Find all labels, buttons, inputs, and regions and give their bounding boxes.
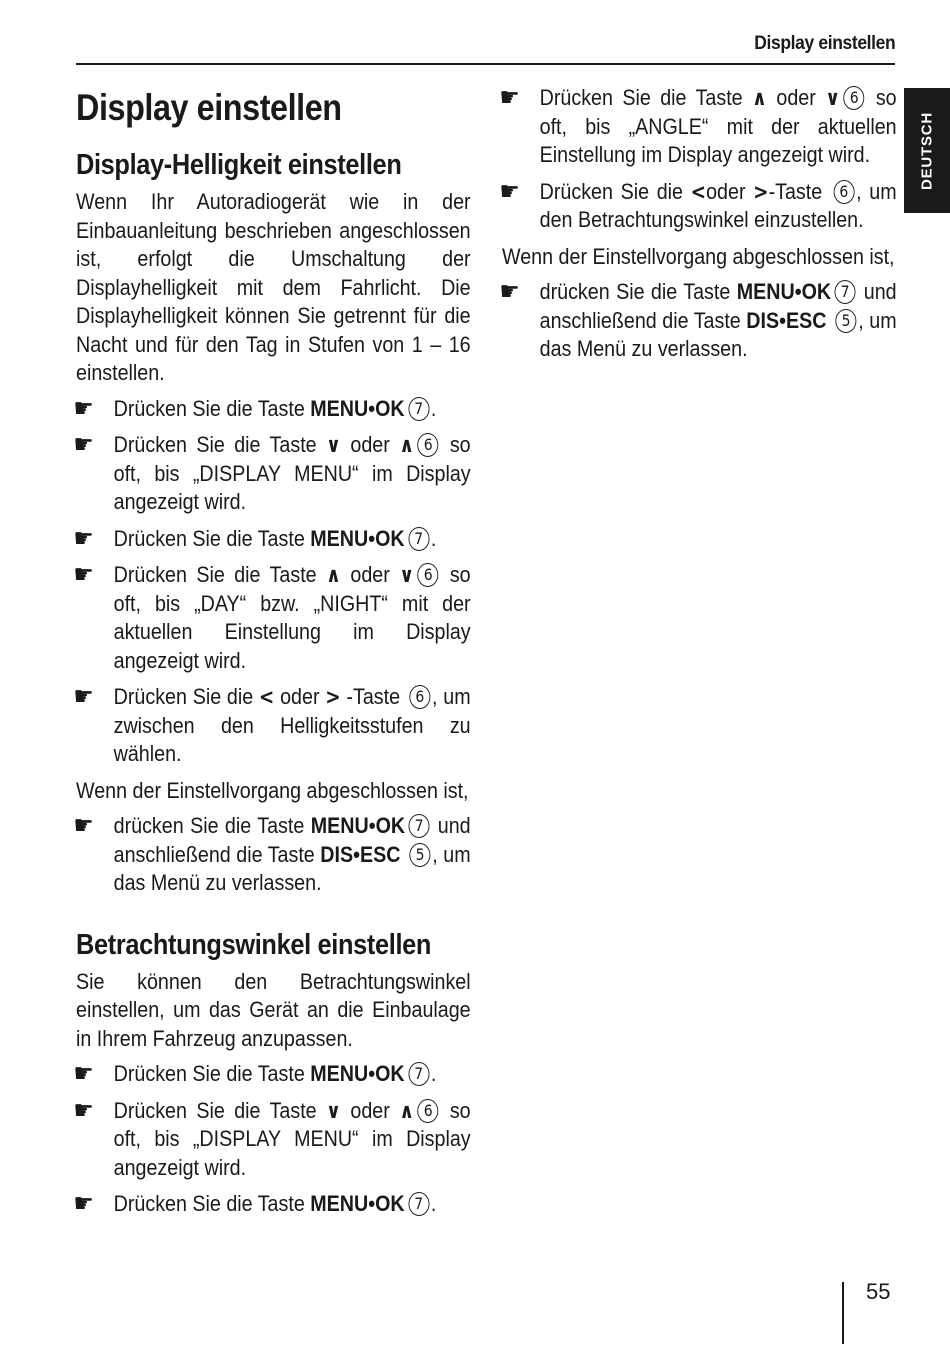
step-text: drücken Sie die Taste: [113, 813, 311, 838]
instruction-step: [499, 176, 897, 235]
step-text: .: [430, 1191, 437, 1216]
arrow-down-icon: ∨: [825, 86, 841, 110]
arrow-down-icon: ∨: [399, 563, 415, 587]
instruction-step: [73, 430, 471, 517]
pointing-hand-icon: ☛: [73, 430, 94, 460]
dis-esc-key-label: DIS•ESC: [320, 841, 401, 867]
arrow-up-icon: ∧: [399, 433, 415, 457]
arrow-up-icon: ∧: [752, 86, 767, 110]
key-number-badge: 6: [418, 1099, 439, 1123]
instruction-step: [73, 1095, 471, 1183]
instruction-step: [73, 523, 471, 554]
pointing-hand-icon: ☛: [73, 393, 94, 424]
instruction-step: [73, 1189, 471, 1219]
step-text: Drücken Sie die: [113, 684, 259, 709]
menu-ok-key-label: MENU•OK: [310, 525, 405, 551]
step-text: oder: [340, 562, 400, 587]
step-text: oder: [340, 432, 400, 457]
step-text: oder: [706, 178, 754, 204]
step-text: so oft, bis „DAY“ bzw. „NIGHT“ mit der aktuellen Einstellung im Display angezeigt wird.: [113, 562, 471, 673]
arrow-right-icon: >: [753, 179, 769, 204]
key-number-badge: 7: [408, 397, 429, 421]
pointing-hand-icon: ☛: [73, 682, 94, 712]
running-header-title: Display einstellen: [753, 33, 895, 54]
right-column: [499, 83, 897, 372]
menu-ok-key-label: MENU•OK: [736, 279, 832, 304]
left-column: [73, 84, 471, 1227]
instruction-step: [73, 811, 471, 898]
instruction-step: [499, 83, 897, 170]
instruction-step: [73, 393, 471, 424]
menu-ok-key-label: MENU•OK: [310, 395, 405, 421]
arrow-down-icon: ∨: [326, 433, 341, 457]
arrow-up-icon: ∧: [326, 563, 341, 587]
brightness-closing: Wenn der Einstellvorgang abgeschlossen ist,: [76, 777, 469, 803]
step-text: , um zwischen den Helligkeitsstufen zu wählen.: [113, 684, 471, 766]
key-number-badge: 5: [410, 843, 431, 867]
language-tab-label: DEUTSCH: [918, 111, 936, 190]
key-number-badge: 7: [408, 527, 429, 551]
menu-ok-key-label: MENU•OK: [310, 1191, 405, 1216]
pointing-hand-icon: ☛: [499, 83, 520, 113]
arrow-left-icon: <: [690, 179, 707, 204]
menu-ok-key-label: MENU•OK: [310, 813, 406, 838]
arrow-left-icon: <: [258, 685, 275, 709]
step-text: Drücken Sie die Taste: [113, 432, 327, 457]
menu-ok-key-label: MENU•OK: [310, 1061, 405, 1086]
step-text: oder: [274, 684, 326, 709]
pointing-hand-icon: ☛: [73, 1059, 94, 1089]
key-number-badge: 6: [409, 685, 430, 709]
arrow-up-icon: ∧: [399, 1098, 415, 1123]
key-number-badge: 5: [836, 309, 857, 333]
key-number-badge: 7: [408, 1192, 429, 1216]
section-title-brightness: Display-Helligkeit einstellen: [76, 149, 402, 181]
instruction-step: [73, 1059, 471, 1089]
step-text: drücken Sie die Taste: [539, 279, 737, 304]
step-text: Drücken Sie die Taste: [113, 1061, 311, 1086]
step-text: .: [430, 395, 437, 421]
pointing-hand-icon: ☛: [73, 560, 94, 590]
pointing-hand-icon: ☛: [73, 523, 94, 554]
step-text: -Taste: [340, 684, 406, 709]
step-text: oder: [766, 85, 826, 110]
key-number-badge: 7: [408, 1062, 429, 1086]
page-number: 55: [866, 1279, 891, 1304]
pointing-hand-icon: ☛: [499, 277, 520, 307]
section-title-viewing-angle: Betrachtungswinkel einstellen: [76, 928, 432, 961]
step-text: .: [430, 1061, 437, 1086]
key-number-badge: 7: [409, 814, 430, 838]
arrow-down-icon: ∨: [326, 1098, 341, 1123]
brightness-intro: Wenn Ihr Autoradiogerät wie in der Einbauanleitung beschrieben angeschlossen ist, erfolgt die Umschaltung der Displayhelligkeit mit dem Fahrlicht. Die Displayhelligkeit können Sie getrennt für die Nacht und für den Tag in Stufen von 1 – 16 einstellen.: [76, 189, 471, 385]
key-number-badge: 6: [418, 433, 439, 457]
pointing-hand-icon: ☛: [499, 176, 520, 207]
step-text: Drücken Sie die Taste: [113, 1097, 327, 1123]
key-number-badge: 6: [833, 180, 854, 204]
step-text: so oft, bis „DISPLAY MENU“ im Display angezeigt wird.: [113, 1097, 471, 1180]
step-text: so oft, bis „DISPLAY MENU“ im Display angezeigt wird.: [113, 432, 471, 514]
step-text: oder: [340, 1097, 400, 1123]
step-text: Drücken Sie die Taste: [113, 1191, 311, 1216]
step-text: , um das Menü zu verlassen.: [539, 307, 897, 361]
key-number-badge: 6: [844, 86, 865, 110]
step-text: , um das Menü zu verlassen.: [113, 841, 471, 895]
step-text: und anschließend die Taste: [113, 813, 471, 867]
key-number-badge: 6: [418, 563, 439, 587]
step-text: Drücken Sie die Taste: [113, 562, 327, 587]
pointing-hand-icon: ☛: [73, 1189, 94, 1219]
viewing-angle-intro: Sie können den Betrachtungswinkel einstellen, um das Gerät an die Einbaulage in Ihrem Fahrzeug anzupassen.: [76, 968, 471, 1051]
pointing-hand-icon: ☛: [73, 811, 94, 841]
page-title: Display einstellen: [76, 87, 342, 128]
step-text: , um den Betrachtungswinkel einzustellen.: [539, 178, 897, 232]
step-text: -Taste: [768, 178, 830, 204]
pointing-hand-icon: ☛: [73, 1095, 94, 1126]
step-text: Drücken Sie die: [539, 178, 691, 204]
instruction-step: [499, 277, 897, 364]
instruction-step: [73, 682, 471, 769]
page-number-rule: [842, 1282, 844, 1344]
step-text: so oft, bis „ANGLE“ mit der aktuellen Einstellung im Display angezeigt wird.: [539, 85, 897, 167]
step-text: .: [430, 525, 437, 551]
step-text: Drücken Sie die Taste: [113, 525, 311, 551]
step-text: Drücken Sie die Taste: [539, 85, 753, 110]
arrow-right-icon: >: [325, 685, 341, 709]
step-text: und anschließend die Taste: [539, 279, 897, 333]
header-rule: [76, 63, 895, 65]
instruction-step: [73, 560, 471, 675]
dis-esc-key-label: DIS•ESC: [746, 307, 827, 333]
viewing-angle-closing: Wenn der Einstellvorgang abgeschlossen ist,: [502, 243, 895, 269]
step-text: Drücken Sie die Taste: [113, 395, 311, 421]
language-tab: [904, 88, 950, 213]
key-number-badge: 7: [835, 280, 856, 304]
